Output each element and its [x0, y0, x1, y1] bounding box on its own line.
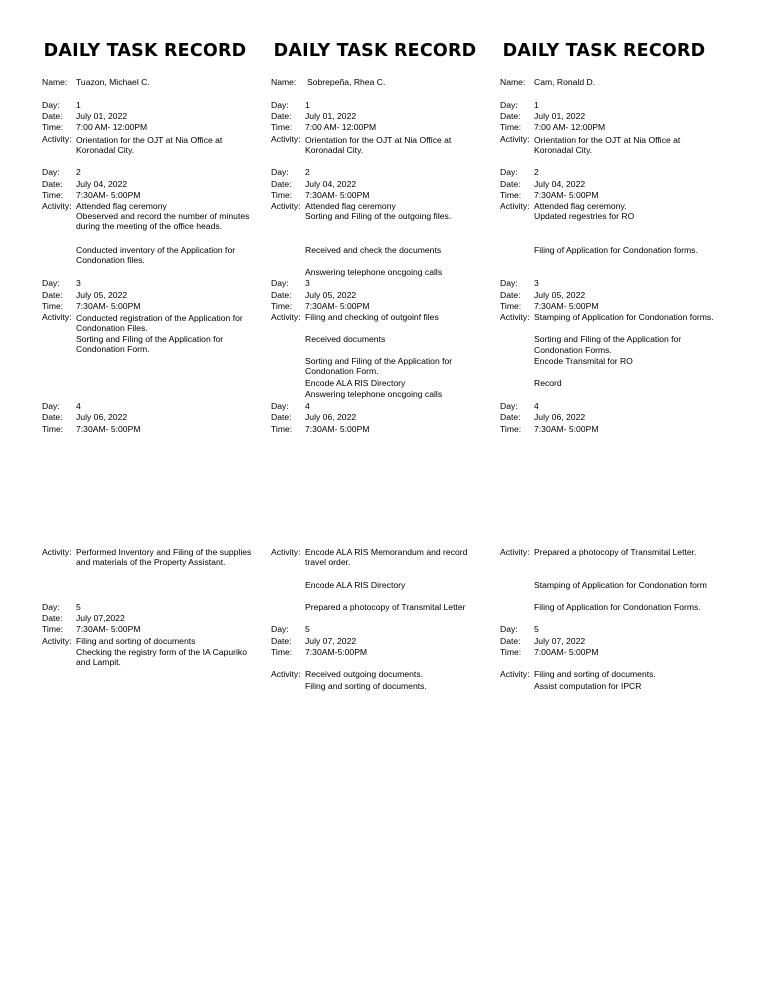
date-value: July 01, 2022: [305, 111, 357, 121]
date-label: Date:: [500, 179, 521, 189]
activity-label: Activity:: [500, 312, 530, 322]
activity-line: Sorting and Filing of the Application for: [534, 334, 682, 344]
time-label: Time:: [42, 122, 64, 132]
activity-label: Activity:: [271, 669, 301, 679]
activity-line: Koronadal City.: [534, 145, 593, 155]
date-label: Date:: [500, 412, 521, 422]
time-label: Time:: [271, 190, 293, 200]
time-value: 7:00 AM- 12:00PM: [534, 122, 606, 132]
day-value: 2: [76, 167, 81, 177]
time-label: Time:: [42, 190, 64, 200]
time-value: 7:00 AM- 12:00PM: [76, 122, 148, 132]
time-value: 7:30AM- 5:00PM: [305, 301, 370, 311]
activity-line: Filing of Application for Condonation forms.: [534, 245, 698, 255]
activity-label: Activity:: [271, 201, 301, 211]
activity-line: Conducted registration of the Application for: [76, 313, 243, 323]
time-label: Time:: [500, 301, 522, 311]
day-value: 1: [534, 100, 539, 110]
record-column-2: [271, 0, 501, 1006]
date-value: July 01, 2022: [76, 111, 128, 121]
time-label: Time:: [271, 122, 293, 132]
activity-line: Encode ALA RIS Directory: [305, 580, 406, 590]
day-value: 3: [305, 278, 310, 288]
date-value: July 04, 2022: [534, 179, 586, 189]
day-label: Day:: [42, 602, 60, 612]
date-label: Date:: [271, 179, 292, 189]
activity-line: and Lampit.: [76, 657, 121, 667]
record-title: DAILY TASK RECORD: [273, 41, 477, 61]
date-label: Date:: [42, 412, 63, 422]
activity-line: Obeserved and record the number of minutes: [76, 211, 250, 221]
activity-label: Activity:: [500, 134, 530, 144]
date-label: Date:: [42, 290, 63, 300]
record-title: DAILY TASK RECORD: [502, 41, 706, 61]
day-value: 5: [305, 624, 310, 634]
day-value: 1: [305, 100, 310, 110]
activity-line: Stamping of Application for Condonation forms.: [534, 312, 714, 322]
activity-line: Filing and sorting of documents.: [305, 681, 427, 691]
day-value: 5: [76, 602, 81, 612]
time-value: 7:30AM- 5:00PM: [534, 190, 599, 200]
day-value: 4: [76, 401, 81, 411]
date-label: Date:: [500, 111, 521, 121]
activity-line: Received outgoing documents.: [305, 669, 424, 679]
activity-label: Activity:: [42, 201, 72, 211]
day-label: Day:: [500, 401, 518, 411]
activity-label: Activity:: [42, 134, 72, 144]
day-value: 4: [305, 401, 310, 411]
activity-label: Activity:: [500, 201, 530, 211]
time-label: Time:: [271, 424, 293, 434]
activity-line: Condonation files.: [76, 255, 145, 265]
time-value: 7:30AM- 5:00PM: [76, 301, 141, 311]
activity-line: Performed Inventory and Filing of the supplies: [76, 547, 252, 557]
activity-line: Orientation for the OJT at Nia Office at: [534, 135, 681, 145]
day-label: Day:: [271, 100, 289, 110]
activity-line: Filing of Application for Condonation Forms.: [534, 602, 701, 612]
date-value: July 01, 2022: [534, 111, 586, 121]
time-label: Time:: [42, 624, 64, 634]
date-label: Date:: [271, 636, 292, 646]
day-label: Day:: [42, 401, 60, 411]
day-label: Day:: [42, 167, 60, 177]
day-label: Day:: [271, 278, 289, 288]
time-label: Time:: [500, 190, 522, 200]
activity-line: Answering telephone oncgoing calls: [305, 267, 443, 277]
date-value: July 04, 2022: [305, 179, 357, 189]
activity-line: Encode ALA RIS Memorandum and record: [305, 547, 468, 557]
time-value: 7:30AM- 5:00PM: [534, 301, 599, 311]
activity-line: Koronadal City.: [76, 145, 135, 155]
date-value: July 06, 2022: [534, 412, 586, 422]
activity-line: Condonation Forms.: [534, 345, 612, 355]
day-value: 3: [76, 278, 81, 288]
date-label: Date:: [42, 179, 63, 189]
activity-line: and materials of the Property Assistant.: [76, 557, 226, 567]
date-label: Date:: [271, 111, 292, 121]
name-label: Name:: [271, 77, 297, 87]
day-label: Day:: [271, 624, 289, 634]
date-value: July 06, 2022: [76, 412, 128, 422]
date-label: Date:: [500, 636, 521, 646]
activity-line: Attended flag ceremony.: [534, 201, 627, 211]
day-value: 2: [305, 167, 310, 177]
date-value: July 07, 2022: [534, 636, 586, 646]
activity-line: Sorting and Filing of the Application for: [305, 356, 453, 366]
time-value: 7:30AM- 5:00PM: [76, 624, 141, 634]
date-value: July 04, 2022: [76, 179, 128, 189]
time-label: Time:: [42, 301, 64, 311]
activity-line: Attended flag ceremony: [305, 201, 396, 211]
activity-line: Filing and checking of outgoinf files: [305, 312, 439, 322]
activity-label: Activity:: [271, 547, 301, 557]
activity-line: Assist computation for IPCR: [534, 681, 642, 691]
activity-line: Orientation for the OJT at Nia Office at: [76, 135, 223, 145]
activity-line: Condonation Form.: [305, 366, 379, 376]
activity-label: Activity:: [271, 134, 301, 144]
day-value: 4: [534, 401, 539, 411]
time-value: 7:30AM- 5:00PM: [76, 190, 141, 200]
activity-line: Orientation for the OJT at Nia Office at: [305, 135, 452, 145]
student-name: Tuazon, Michael C.: [76, 77, 150, 87]
day-value: 3: [534, 278, 539, 288]
time-label: Time:: [271, 647, 293, 657]
activity-label: Activity:: [500, 669, 530, 679]
activity-line: Prepared a photocopy of Transmital Letter.: [534, 547, 697, 557]
activity-line: Stamping of Application for Condonation form: [534, 580, 707, 590]
day-value: 5: [534, 624, 539, 634]
day-label: Day:: [500, 624, 518, 634]
time-value: 7:30AM- 5:00PM: [534, 424, 599, 434]
time-value: 7:00 AM- 12:00PM: [305, 122, 377, 132]
date-label: Date:: [271, 412, 292, 422]
date-value: July 06, 2022: [305, 412, 357, 422]
activity-line: Koronadal City.: [305, 145, 364, 155]
activity-line: Prepared a photocopy of Transmital Letter: [305, 602, 466, 612]
activity-label: Activity:: [42, 547, 72, 557]
student-name: Sobrepeña, Rhea C.: [307, 77, 386, 87]
day-label: Day:: [500, 167, 518, 177]
time-label: Time:: [500, 122, 522, 132]
activity-line: Filing and sorting of documents: [76, 636, 196, 646]
day-label: Day:: [42, 278, 60, 288]
activity-line: Encode Transmital for RO: [534, 356, 633, 366]
time-label: Time:: [500, 647, 522, 657]
day-label: Day:: [500, 100, 518, 110]
activity-line: Encode ALA RIS Directory: [305, 378, 406, 388]
student-name: Cam, Ronald D.: [534, 77, 596, 87]
name-label: Name:: [42, 77, 68, 87]
time-value: 7:30AM-5:00PM: [305, 647, 368, 657]
activity-line: Received documents: [305, 334, 386, 344]
record-column-3: [500, 0, 730, 1006]
activity-line: during the meeting of the office heads.: [76, 221, 223, 231]
time-value: 7:30AM- 5:00PM: [76, 424, 141, 434]
activity-line: Updated regestries for RO: [534, 211, 635, 221]
date-label: Date:: [42, 613, 63, 623]
activity-line: Condonation Files.: [76, 323, 148, 333]
record-column-1: [42, 0, 272, 1006]
activity-line: Record: [534, 378, 562, 388]
activity-line: Answering telephone oncgoing calls: [305, 389, 443, 399]
activity-line: Checking the registry form of the IA Capuriko: [76, 647, 247, 657]
day-label: Day:: [42, 100, 60, 110]
time-label: Time:: [42, 424, 64, 434]
time-value: 7:30AM- 5:00PM: [305, 424, 370, 434]
name-label: Name:: [500, 77, 526, 87]
date-value: July 05, 2022: [534, 290, 586, 300]
record-title: DAILY TASK RECORD: [43, 41, 247, 61]
activity-label: Activity:: [500, 547, 530, 557]
date-value: July 07, 2022: [305, 636, 357, 646]
activity-line: travel order.: [305, 557, 351, 567]
date-value: July 07,2022: [76, 613, 125, 623]
time-label: Time:: [500, 424, 522, 434]
activity-label: Activity:: [42, 312, 72, 322]
activity-label: Activity:: [42, 636, 72, 646]
activity-line: Sorting and Filing of the Application for: [76, 334, 224, 344]
date-label: Date:: [271, 290, 292, 300]
time-label: Time:: [271, 301, 293, 311]
activity-line: Conducted inventory of the Application for: [76, 245, 236, 255]
day-label: Day:: [271, 167, 289, 177]
activity-line: Sorting and Filing of the outgoing files.: [305, 211, 452, 221]
activity-line: Filing and sorting of documents.: [534, 669, 656, 679]
day-label: Day:: [500, 278, 518, 288]
day-value: 2: [534, 167, 539, 177]
activity-line: Condonation Form.: [76, 344, 150, 354]
date-label: Date:: [42, 111, 63, 121]
activity-label: Activity:: [271, 312, 301, 322]
day-label: Day:: [271, 401, 289, 411]
date-label: Date:: [500, 290, 521, 300]
time-value: 7:00AM- 5:00PM: [534, 647, 599, 657]
time-value: 7:30AM- 5:00PM: [305, 190, 370, 200]
day-value: 1: [76, 100, 81, 110]
date-value: July 05, 2022: [76, 290, 128, 300]
date-value: July 05, 2022: [305, 290, 357, 300]
activity-line: Attended flag ceremony: [76, 201, 167, 211]
activity-line: Received and check the documents: [305, 245, 442, 255]
